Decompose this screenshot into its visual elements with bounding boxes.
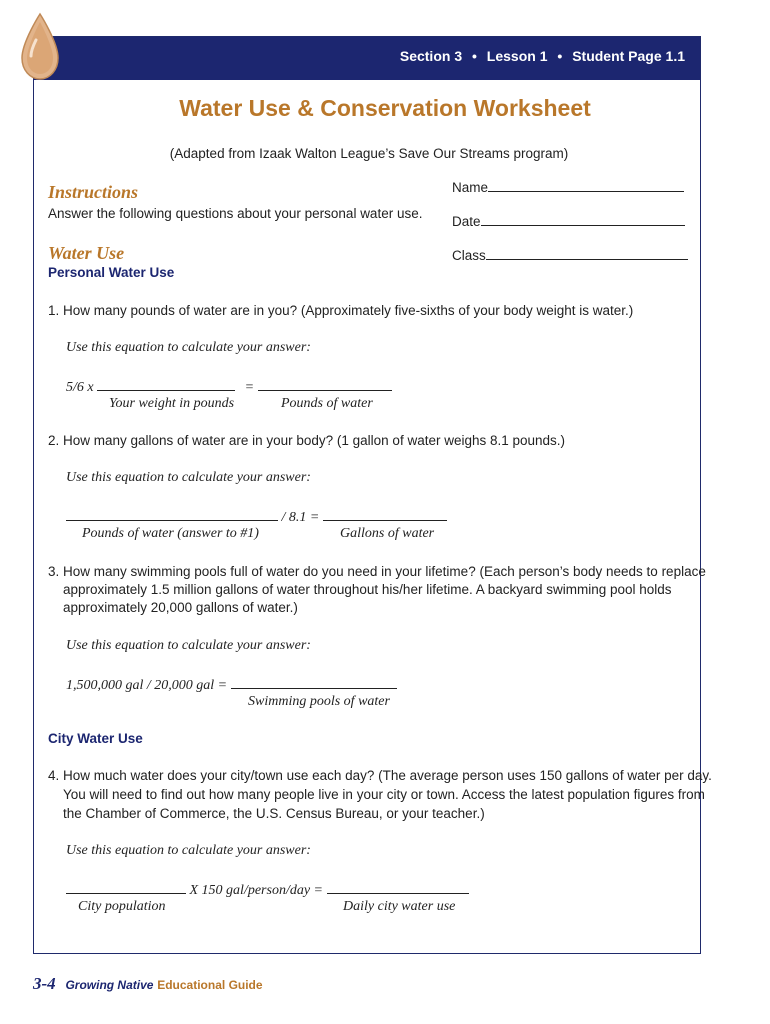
label-pounds-water: Pounds of water xyxy=(281,396,373,411)
population-blank[interactable] xyxy=(66,880,186,894)
name-field[interactable] xyxy=(452,178,684,195)
label-pounds-answer: Pounds of water (answer to #1) xyxy=(82,526,259,541)
name-label: Name xyxy=(452,180,489,195)
daily-use-blank[interactable] xyxy=(327,880,469,894)
equation-prompt: Use this equation to calculate your answer: xyxy=(66,638,311,653)
equation-prompt: Use this equation to calculate your answer: xyxy=(66,843,311,858)
label-city-population: City population xyxy=(78,899,166,914)
lesson-label: Lesson 1 xyxy=(486,48,548,64)
name-blank[interactable] xyxy=(488,178,684,192)
footer-guide-suffix: Educational Guide xyxy=(157,978,263,992)
eq4-mid: X 150 gal/person/day = xyxy=(189,883,323,898)
date-blank[interactable] xyxy=(481,212,685,226)
question-4-line-3: the Chamber of Commerce, the U.S. Census Bureau, or your teacher.) xyxy=(63,806,485,821)
footer-page-number: 3-4 xyxy=(33,974,56,993)
equation-prompt: Use this equation to calculate your answer: xyxy=(66,340,311,355)
pools-blank[interactable] xyxy=(231,675,397,689)
label-pools: Swimming pools of water xyxy=(248,694,390,709)
page-title: Water Use & Conservation Worksheet xyxy=(179,95,591,121)
eq3-prefix: 1,500,000 gal / 20,000 gal = xyxy=(66,678,228,693)
question-4-line-2: You will need to find out how many people live in your city or town. Access the latest population figures from xyxy=(63,787,705,802)
label-daily-use: Daily city water use xyxy=(343,899,456,914)
pounds-water-blank[interactable] xyxy=(258,377,392,391)
question-3-line-1: 3. How many swimming pools full of water do you need in your lifetime? (Each person’s body needs to replace xyxy=(48,564,706,579)
separator: • xyxy=(472,48,477,64)
label-your-weight: Your weight in pounds xyxy=(109,396,235,411)
eq1-prefix: 5/6 x xyxy=(66,380,94,395)
gallons-blank[interactable] xyxy=(323,507,447,521)
subtitle: (Adapted from Izaak Walton League’s Save Our Streams program) xyxy=(169,146,569,161)
separator: • xyxy=(557,48,563,64)
weight-blank[interactable] xyxy=(97,377,235,391)
water-drop-icon xyxy=(18,12,62,82)
equation-2 xyxy=(66,507,447,526)
label-gallons: Gallons of water xyxy=(340,526,435,541)
equation-prompt: Use this equation to calculate your answer: xyxy=(66,470,311,485)
eq2-divide: / 8.1 = xyxy=(281,510,320,525)
footer xyxy=(33,974,263,994)
question-3-line-2: approximately 1.5 million gallons of water throughout his/her lifetime. A backyard swimming pool holds xyxy=(63,582,672,597)
water-use-heading: Water Use xyxy=(48,243,125,263)
section-label: Section 3 xyxy=(399,48,463,64)
pounds-answer-blank[interactable] xyxy=(66,507,278,521)
question-1: 1. How many pounds of water are in you? (Approximately five-sixths of your body weight is water.) xyxy=(48,303,634,318)
eq1-equals: = xyxy=(244,380,255,395)
question-4-line-1: 4. How much water does your city/town use each day? (The average person uses 150 gallons of water per day. xyxy=(48,768,712,783)
city-water-use-heading: City Water Use xyxy=(48,731,143,746)
class-field[interactable] xyxy=(452,246,688,263)
equation-3 xyxy=(66,675,397,694)
class-label: Class xyxy=(452,248,486,263)
class-blank[interactable] xyxy=(486,246,688,260)
instructions-text: Answer the following questions about your personal water use. xyxy=(48,206,423,221)
instructions-heading: Instructions xyxy=(48,182,139,202)
personal-water-use-heading: Personal Water Use xyxy=(48,265,175,280)
question-3-line-3: approximately 20,000 gallons of water.) xyxy=(63,600,298,615)
footer-guide-name: Growing Native xyxy=(65,978,154,992)
equation-1 xyxy=(66,377,392,396)
question-2: 2. How many gallons of water are in your body? (1 gallon of water weighs 8.1 pounds.) xyxy=(48,433,566,448)
equation-4 xyxy=(66,880,469,899)
student-page-label: Student Page 1.1 xyxy=(572,48,685,64)
date-label: Date xyxy=(452,214,481,229)
date-field[interactable] xyxy=(452,212,685,229)
